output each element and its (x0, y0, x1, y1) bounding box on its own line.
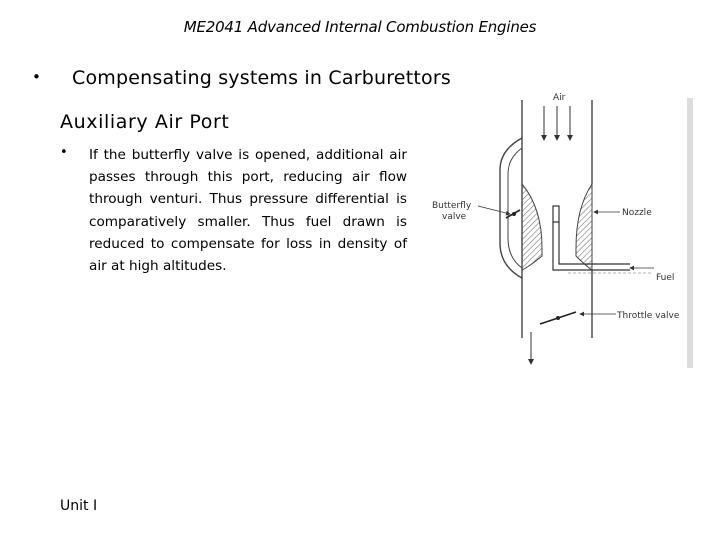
auxiliary-air-port-inner (508, 148, 522, 268)
carburettor-diagram (430, 88, 695, 373)
right-venturi (576, 184, 592, 270)
left-venturi (522, 184, 542, 270)
throttle-label: Throttle valve (617, 311, 680, 321)
nozzle (553, 206, 559, 222)
throttle-pivot (556, 316, 560, 320)
footer-unit: Unit I (60, 498, 98, 514)
sub-bullet-icon: • (60, 145, 68, 160)
edge-shadow (687, 98, 693, 368)
nozzle-label: Nozzle (622, 208, 652, 218)
butterfly-pivot (512, 212, 516, 216)
fuel-label: Fuel (656, 273, 675, 283)
auxiliary-air-port (500, 138, 522, 278)
sub-heading: Auxiliary Air Port (60, 111, 230, 133)
butterfly-label-2: valve (442, 212, 467, 222)
body-paragraph: If the butterfly valve is opened, additional air passes through this port, reducing air flow through venturi. Thus pressure differential is comparatively smaller. Thus fuel drawn is reduced to compensate for loss in density of air at high altitudes. (89, 147, 407, 275)
header-title: ME2041 Advanced Internal Combustion Engines (183, 18, 537, 36)
butterfly-pointer (478, 206, 510, 214)
butterfly-label-1: Butterfly (432, 201, 472, 211)
air-label: Air (553, 93, 566, 103)
main-bullet-icon: • (32, 68, 41, 86)
fuel-tube-inner (559, 222, 630, 264)
main-heading: Compensating systems in Carburettors (72, 67, 451, 89)
